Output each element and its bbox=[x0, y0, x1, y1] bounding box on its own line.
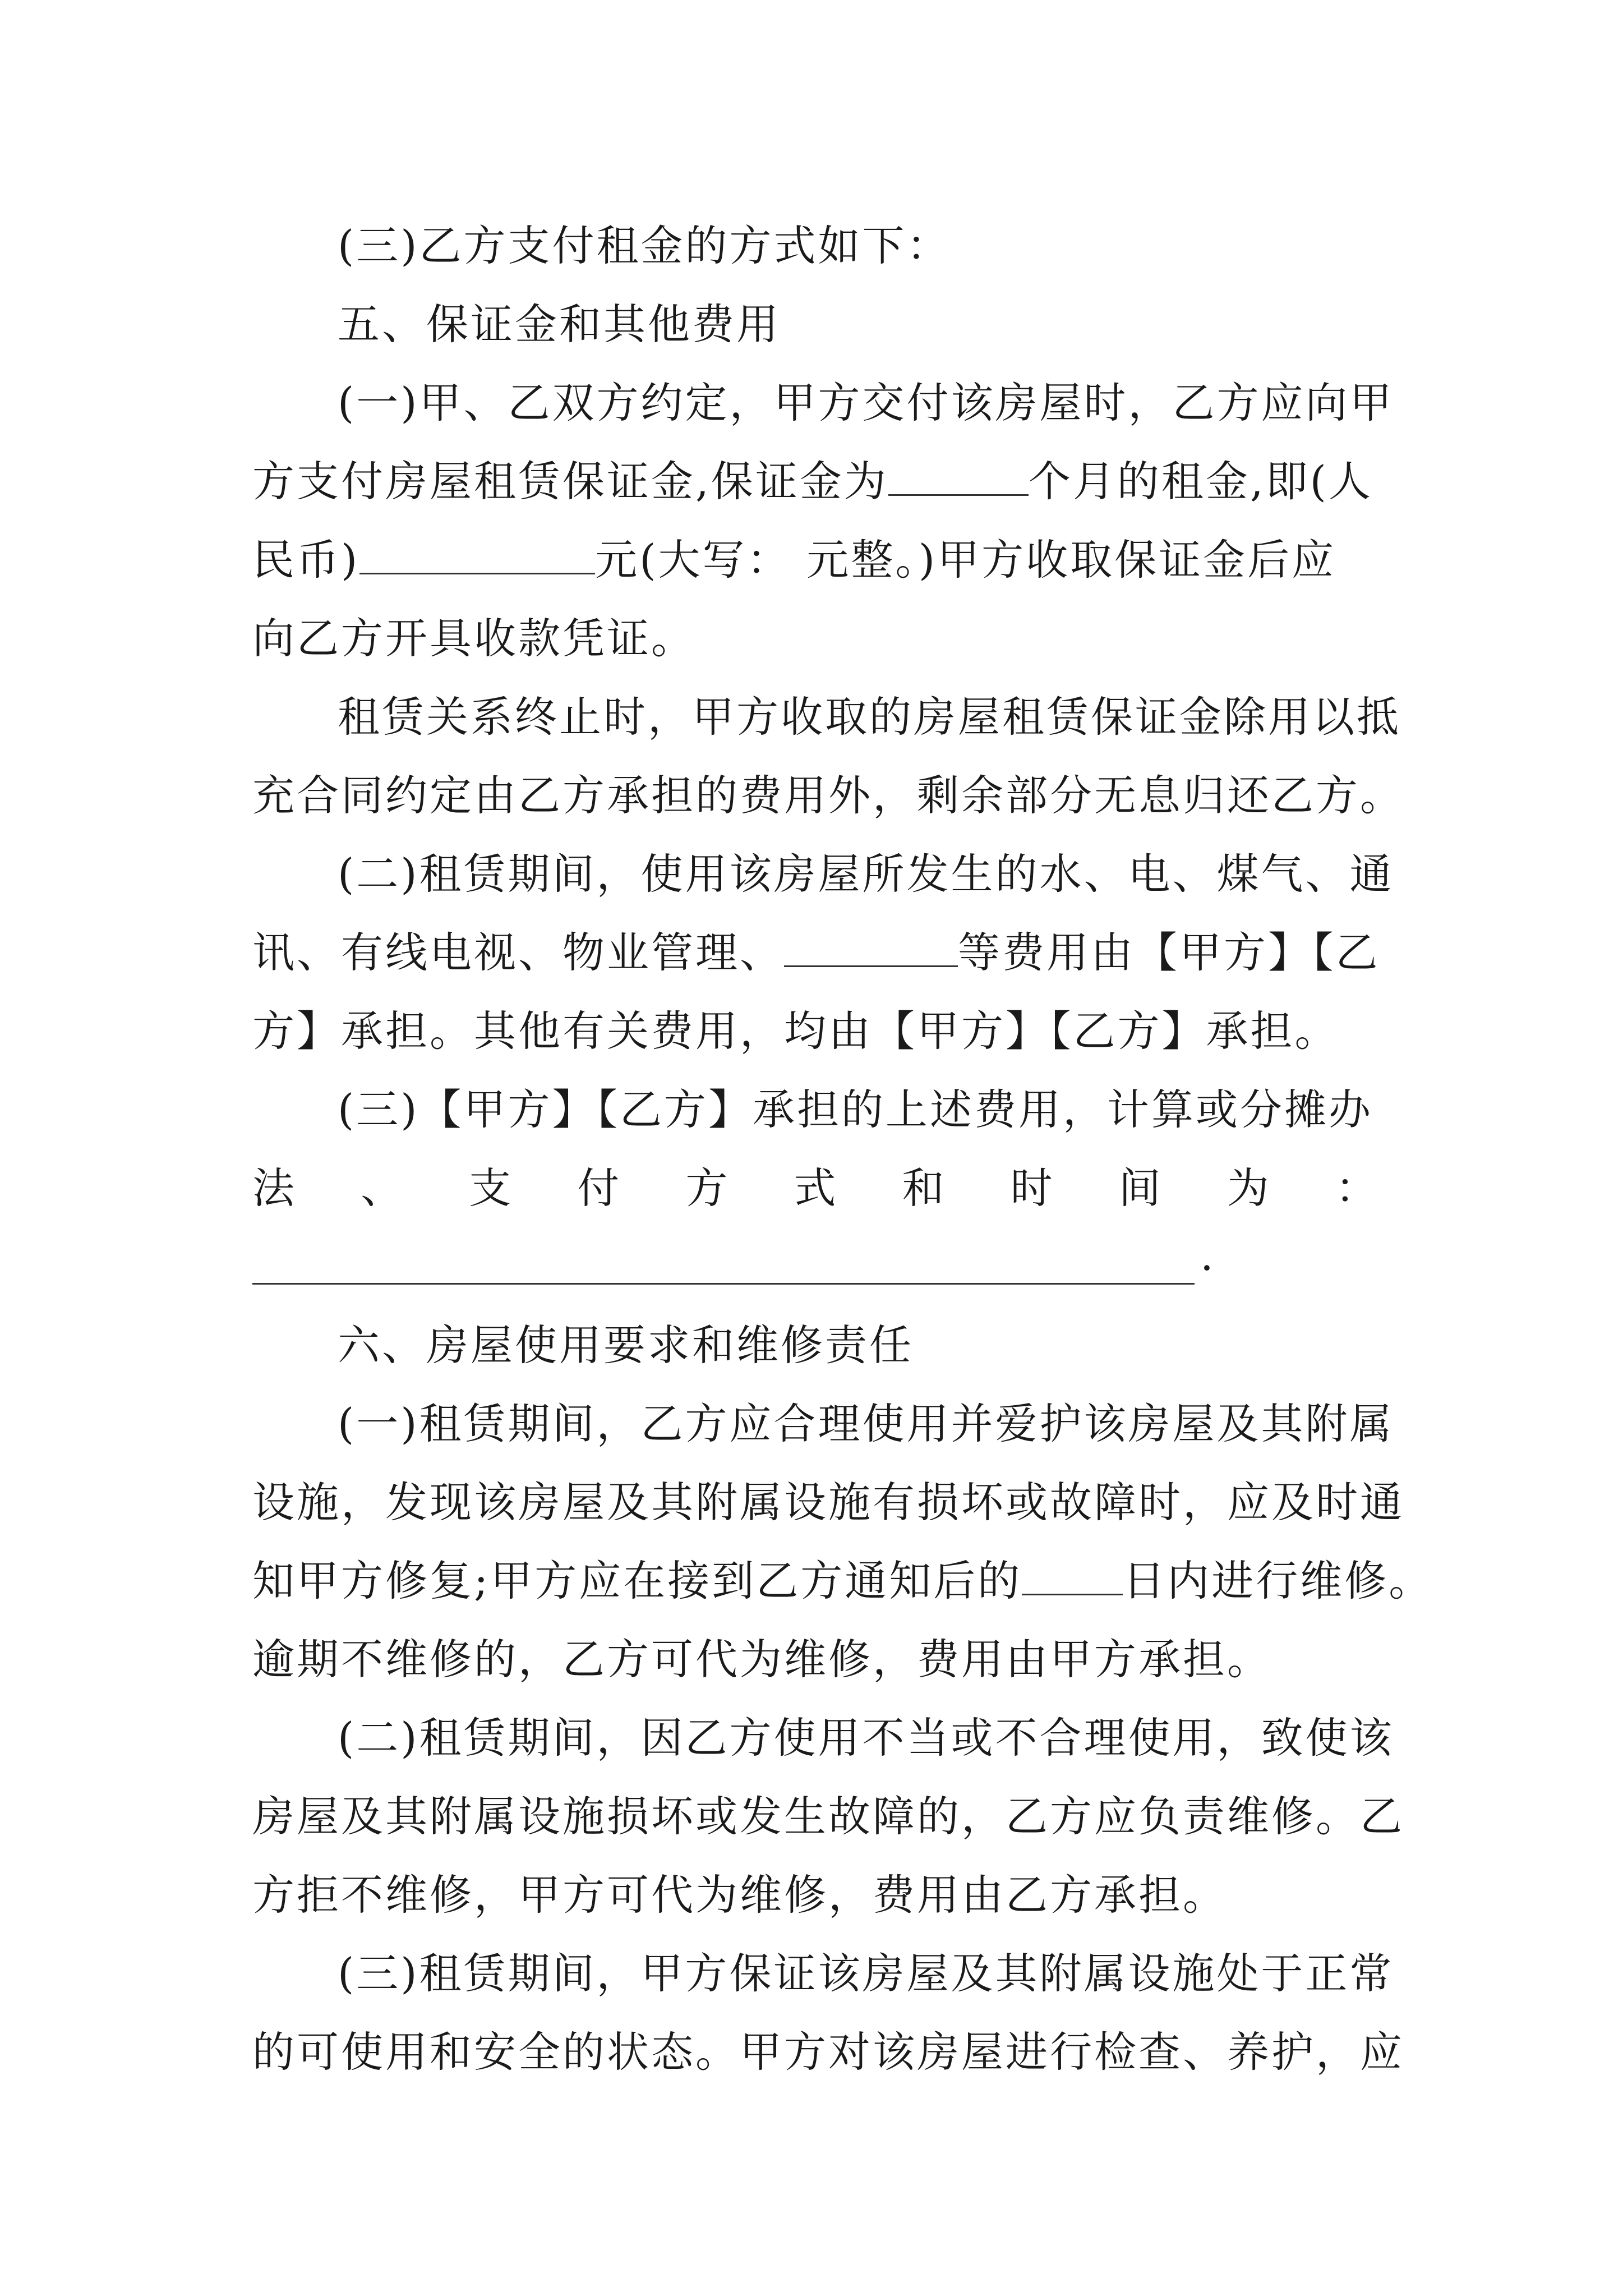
document-body bbox=[252, 206, 1433, 2091]
text-segment: 元(大写： 元整。)甲方收取保证金后应 bbox=[595, 535, 1336, 585]
char: 式 bbox=[794, 1163, 838, 1213]
text-line: 方】承担。其他有关费用，均由【甲方】【乙方】承担。 bbox=[252, 1006, 1339, 1056]
text-line: 租赁关系终止时，甲方收取的房屋租赁保证金除用以抵 bbox=[338, 692, 1401, 742]
char: 时 bbox=[1010, 1163, 1055, 1213]
text-line: 向乙方开具收款凭证。 bbox=[252, 614, 696, 663]
text-line: (二)租赁期间，使用该房屋所发生的水、电、煤气、通 bbox=[338, 849, 1394, 899]
text-segment: 民币) bbox=[252, 535, 360, 585]
char: 支 bbox=[469, 1163, 514, 1213]
text-line: (二)租赁期间，因乙方使用不当或不合理使用，致使该 bbox=[338, 1713, 1394, 1763]
paragraph-tenant-damage bbox=[252, 1699, 1405, 1934]
text-line: 五、保证金和其他费用 bbox=[338, 300, 781, 349]
text-line: 房屋及其附属设施损坏或发生故障的，乙方应负责维修。乙 bbox=[252, 1792, 1405, 1841]
text-line: (一)甲、乙双方约定，甲方交付该房屋时，乙方应向甲 bbox=[338, 378, 1394, 427]
paragraph-deposit-agreement bbox=[252, 364, 1394, 678]
char: 和 bbox=[902, 1163, 947, 1213]
text-line: 的可使用和安全的状态。甲方对该房屋进行检查、养护，应 bbox=[252, 2027, 1405, 2077]
paragraph-fee-calculation bbox=[252, 1070, 1380, 1306]
char: 间 bbox=[1118, 1163, 1163, 1213]
char: 付 bbox=[577, 1163, 622, 1213]
text-line: (三)乙方支付租金的方式如下： bbox=[338, 221, 951, 270]
text-line bbox=[252, 913, 1380, 992]
text-line: 设施，发现该房屋及其附属设施有损坏或故障时，应及时通 bbox=[252, 1478, 1405, 1527]
blank-line-row bbox=[252, 1227, 1380, 1306]
blank-days-field[interactable] bbox=[1022, 1559, 1123, 1595]
paragraph-tenant-care bbox=[252, 1384, 1433, 1699]
section-heading-deposit bbox=[252, 285, 1380, 364]
blank-months-field[interactable] bbox=[888, 459, 1029, 496]
spread-text-line bbox=[252, 1149, 1380, 1227]
paragraph-rent-payment-method bbox=[252, 206, 1380, 285]
paragraph-deposit-return bbox=[252, 678, 1405, 835]
section-heading-maintenance bbox=[252, 1306, 1380, 1384]
text-segment: 知甲方修复;甲方应在接到乙方通知后的 bbox=[252, 1556, 1022, 1605]
text-line: (一)租赁期间，乙方应合理使用并爱护该房屋及其附属 bbox=[338, 1399, 1394, 1448]
text-segment: 个月的租金,即(人 bbox=[1028, 457, 1373, 506]
blank-amount-field[interactable] bbox=[359, 538, 595, 574]
text-line: (三)【甲方】【乙方】承担的上述费用，计算或分摊办 bbox=[338, 1085, 1373, 1134]
text-segment: 等费用由【甲方】【乙 bbox=[958, 928, 1380, 977]
period-mark: . bbox=[1200, 1231, 1216, 1280]
blank-fee-method-field[interactable] bbox=[252, 1283, 1195, 1285]
paragraph-utility-fees bbox=[252, 835, 1394, 1070]
text-line: 六、房屋使用要求和维修责任 bbox=[338, 1320, 914, 1370]
char: 方 bbox=[685, 1163, 730, 1213]
char: ： bbox=[1335, 1163, 1380, 1213]
char: 、 bbox=[361, 1163, 405, 1213]
text-segment: 讯、有线电视、物业管理、 bbox=[252, 928, 785, 977]
text-line: 逾期不维修的，乙方可代为维修，费用由甲方承担。 bbox=[252, 1635, 1272, 1684]
char: 法 bbox=[252, 1163, 297, 1213]
text-line bbox=[252, 1542, 1433, 1620]
text-line: 方拒不维修，甲方可代为维修，费用由乙方承担。 bbox=[252, 1870, 1228, 1920]
text-line: 充合同约定由乙方承担的费用外，剩余部分无息归还乙方。 bbox=[252, 771, 1405, 820]
char: 为 bbox=[1227, 1163, 1271, 1213]
blank-other-fees-field[interactable] bbox=[784, 931, 958, 967]
text-line bbox=[252, 442, 1380, 521]
text-segment: 方支付房屋租赁保证金,保证金为 bbox=[252, 457, 888, 506]
text-line: (三)租赁期间，甲方保证该房屋及其附属设施处于正常 bbox=[338, 1949, 1394, 1998]
text-line bbox=[252, 521, 1380, 599]
paragraph-landlord-guarantee bbox=[252, 1934, 1405, 2091]
text-segment: 日内进行维修。 bbox=[1123, 1556, 1433, 1605]
